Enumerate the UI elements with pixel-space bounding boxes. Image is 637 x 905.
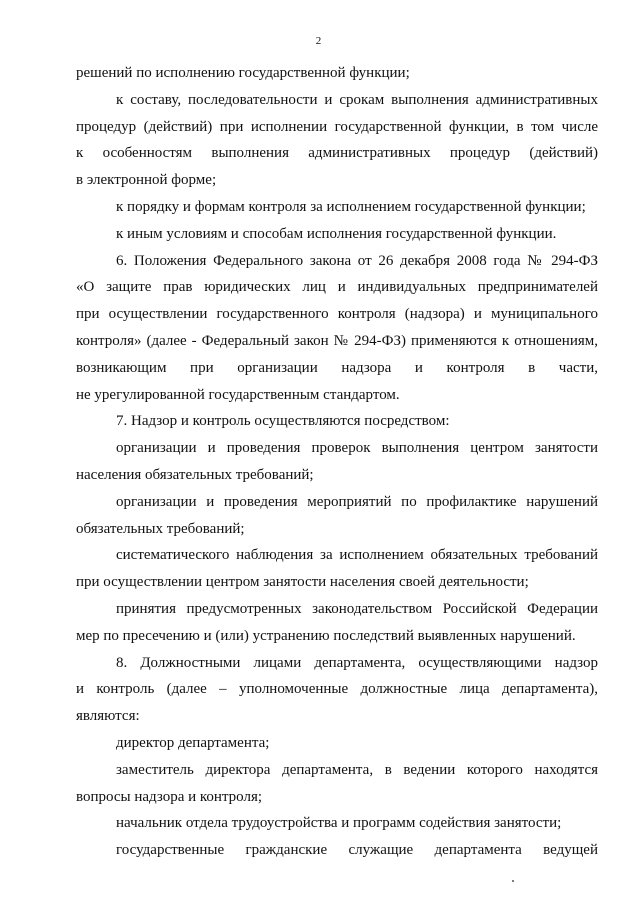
text-line: к особенностям выполнения административных процедур (действий) xyxy=(76,145,598,162)
text-line: при осуществлении государственного контроля (надзора) и муниципального xyxy=(76,306,598,323)
page-number: 2 xyxy=(315,35,322,47)
text-line: «О защите прав юридических лиц и индивидуальных предпринимателей xyxy=(76,279,598,296)
text-line: принятия предусмотренных законодательством Российской Федерации xyxy=(116,600,598,617)
text-line: при осуществлении центром занятости населения своей деятельности; xyxy=(76,574,529,591)
text-line: к составу, последовательности и срокам выполнения административных xyxy=(116,91,598,108)
text-line: организации и проведения мероприятий по профилактике нарушений xyxy=(116,493,598,510)
text-line: 7. Надзор и контроль осуществляются посредством: xyxy=(116,413,450,430)
text-line: начальник отдела трудоустройства и программ содействия занятости; xyxy=(116,815,562,832)
text-line: организации и проведения проверок выполнения центром занятости xyxy=(116,440,598,457)
text-line: населения обязательных требований; xyxy=(76,466,314,483)
text-line: к порядку и формам контроля за исполнением государственной функции; xyxy=(116,198,586,215)
text-line: к иным условиям и способам исполнения государственной функции. xyxy=(116,225,557,242)
text-line: 8. Должностными лицами департамента, осуществляющими надзор xyxy=(116,654,598,671)
text-line: вопросы надзора и контроля; xyxy=(76,788,263,805)
text-line: мер по пресечению и (или) устранению последствий выявленных нарушений. xyxy=(76,627,576,644)
text-line: в электронной форме; xyxy=(76,172,217,189)
text-line: контроля» (далее - Федеральный закон № 294-ФЗ) применяются к отношениям, xyxy=(76,332,598,349)
text-line: являются: xyxy=(76,708,140,725)
text-line: решений по исполнению государственной функции; xyxy=(76,65,410,81)
text-line: директор департамента; xyxy=(116,734,270,751)
text-line: государственные гражданские служащие департамента ведущей xyxy=(116,842,598,859)
text-line: систематического наблюдения за исполнением обязательных требований xyxy=(116,547,598,564)
text-line: процедур (действий) при исполнении государственной функции, в том числе xyxy=(76,118,598,135)
text-line: 6. Положения Федерального закона от 26 декабря 2008 года № 294-ФЗ xyxy=(116,252,598,269)
text-line: и контроль (далее – уполномоченные должностные лица департамента), xyxy=(76,681,598,698)
text-line: заместитель директора департамента, в ведении которого находятся xyxy=(116,761,598,778)
document-body xyxy=(76,60,598,864)
text-line: возникающим при организации надзора и контроля в части, xyxy=(76,359,598,376)
text-line: обязательных требований; xyxy=(76,520,245,537)
scan-speck xyxy=(512,880,514,882)
text-line: не урегулированной государственным стандартом. xyxy=(76,386,400,403)
